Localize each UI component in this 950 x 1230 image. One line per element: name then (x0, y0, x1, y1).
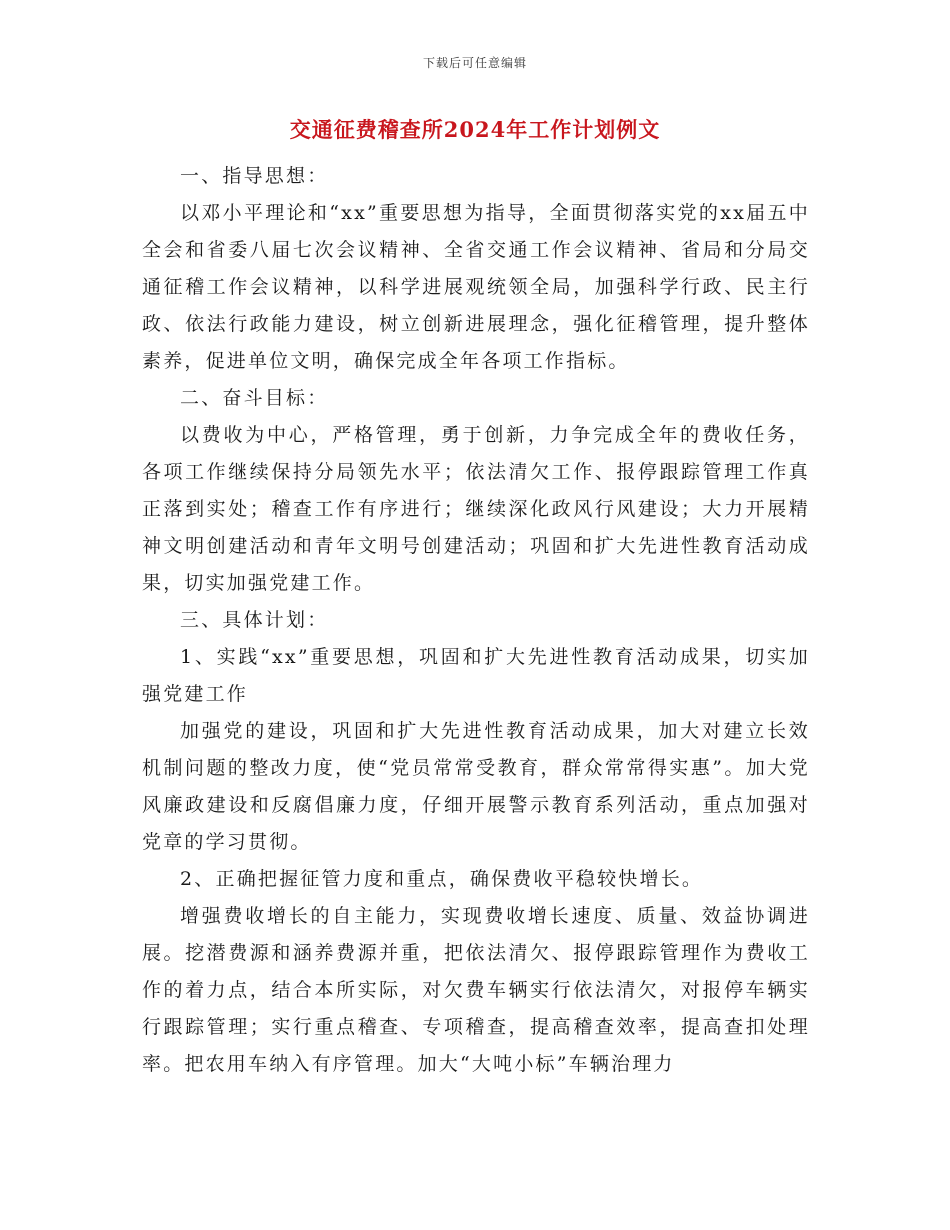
section-heading-guiding-ideology: 一、指导思想： (180, 165, 329, 187)
paragraph-guiding-ideology: 以邓小平理论和“xx”重要思想为指导，全面贯彻落实党的xx届五中全会和省委八届七次会议精神、全省交通工作会议精神、省局和分局交通征稽工作会议精神，以科学进展观统领全局，加强科学行政、民主行政、依法行政能力建设，树立创新进展理念，强化征稽管理，提升整体素养，促进单位文明，确保完成全年各项工作指标。 (142, 202, 810, 372)
paragraph-plan-2: 增强费收增长的自主能力，实现费收增长速度、质量、效益协调进展。挖潜费源和涵养费源并重，把依法清欠、报停跟踪管理作为费收工作的着力点，结合本所实际，对欠费车辆实行依法清欠，对报停车辆实行跟踪管理；实行重点稽查、专项稽查，提高稽查效率，提高查扣处理率。把农用车纳入有序管理。加大“大吨小标”车辆治理力 (142, 905, 810, 1075)
document-body (142, 158, 810, 1083)
section-heading-goals: 二、奋斗目标： (180, 387, 329, 409)
paragraph-goals: 以费收为中心，严格管理，勇于创新，力争完成全年的费收任务，各项工作继续保持分局领先水平；依法清欠工作、报停跟踪管理工作真正落到实处；稽查工作有序进行；继续深化政风行风建设；大力开展精神文明创建活动和青年文明号创建活动；巩固和扩大先进性教育活动成果，切实加强党建工作。 (142, 424, 810, 594)
subheading-plan-2: 2、正确把握征管力度和重点，确保费收平稳较快增长。 (180, 868, 704, 890)
document-title: 交通征费稽查所2024年工作计划例文 (289, 117, 661, 142)
header-note: 下载后可任意编辑 (422, 56, 527, 70)
paragraph-plan-1: 加强党的建设，巩固和扩大先进性教育活动成果，加大对建立长效机制问题的整改力度，使“党员常常受教育，群众常常得实惠”。加大党风廉政建设和反腐倡廉力度，仔细开展警示教育系列活动，重点加强对党章的学习贯彻。 (142, 720, 810, 853)
subheading-plan-1: 1、实践“xx”重要思想，巩固和扩大先进性教育活动成果，切实加强党建工作 (142, 646, 810, 705)
section-heading-plan: 三、具体计划： (180, 609, 329, 631)
